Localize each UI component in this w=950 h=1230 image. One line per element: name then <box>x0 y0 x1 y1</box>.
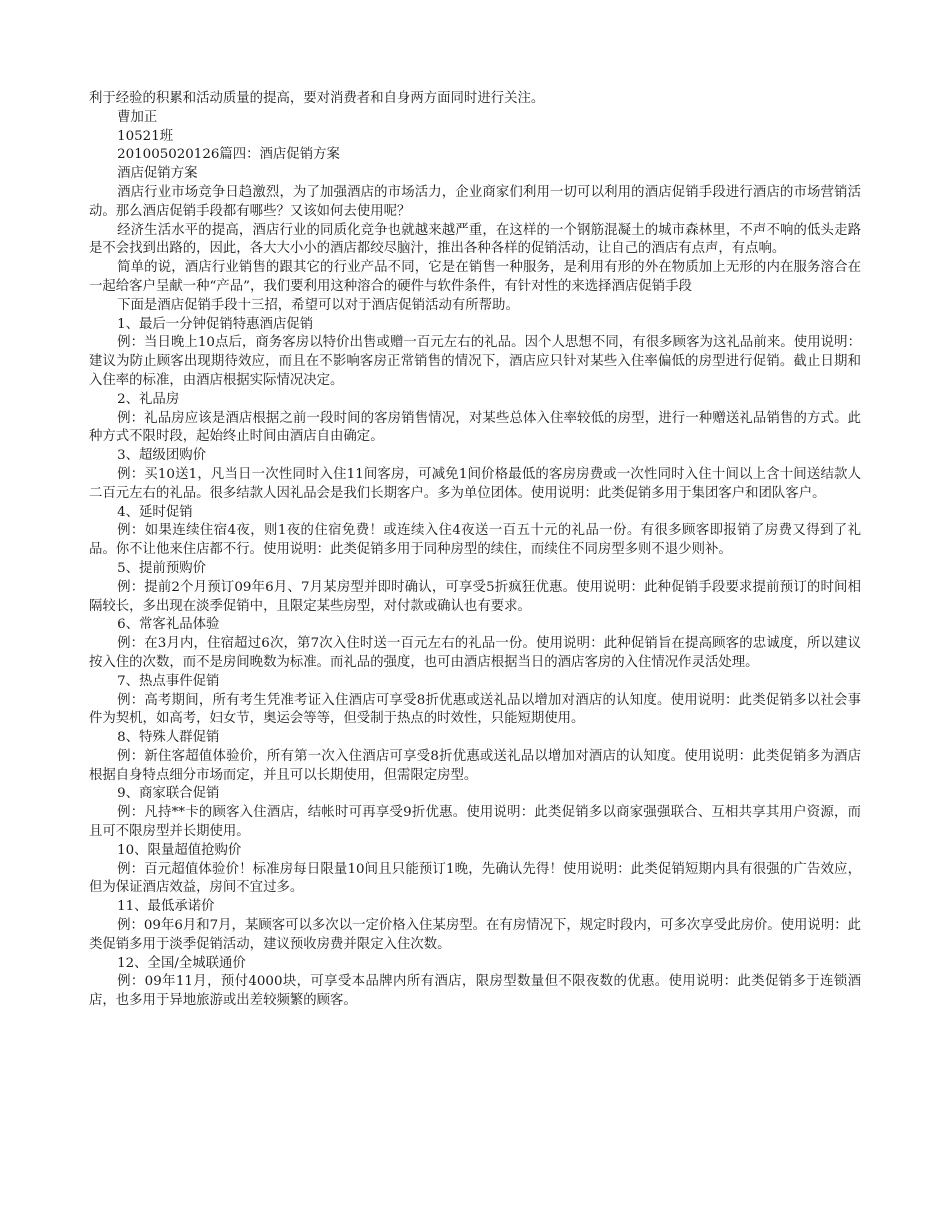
heading-9: 9、商家联合促销 <box>117 786 220 802</box>
class-number: 10521班 <box>117 128 174 144</box>
body-2: 例：礼品房应该是酒店根据之前一段时间的客房销售情况，对某些总体入住率较低的房型，进行一种赠送礼品销售的方式。此种方式不限时段，起始终止时间由酒店自由确定。 <box>89 410 861 445</box>
body-7: 例：高考期间，所有考生凭准考证入住酒店可享受8折优惠或送礼品以增加对酒店的认知度。使用说明：此类促销多以社会事件为契机，如高考，妇女节，奥运会等等，但受制于热点的时效性，只能短期使用。 <box>89 692 861 727</box>
body-8: 例：新住客超值体验价，所有第一次入住酒店可享受8折优惠或送礼品以增加对酒店的认知度。使用说明：此类促销多为酒店根据自身特点细分市场而定，并且可以长期使用，但需限定房型。 <box>89 748 861 783</box>
heading-2: 2、礼品房 <box>117 391 180 407</box>
body-5: 例：提前2个月预订09年6月、7月某房型并即时确认，可享受5折疯狂优惠。使用说明：此种促销手段要求提前预订的时间相隔较长，多出现在淡季促销中，且限定某些房型，对付款或确认也有要求。 <box>89 579 861 614</box>
body-1: 例：当日晚上10点后，商务客房以特价出售或赠一百元左右的礼品。因个人思想不同，有很多顾客为这礼品前来。使用说明：建议为防止顾客出现期待效应，而且在不影响客房正常销售的情况下，酒店应只针对某些入住率偏低的房型进行促销。截止日期和入住率的标准，由酒店根据实际情况决定。 <box>89 335 861 388</box>
body-6: 例：在3月内，住宿超过6次，第7次入住时送一百元左右的礼品一份。使用说明：此种促销旨在提高顾客的忠诚度，所以建议按入住的次数，而不是房间晚数为标准。而礼品的强度，也可由酒店根据当日的酒店客房的入住情况作灵活处理。 <box>89 636 861 670</box>
document-title: 酒店促销方案 <box>117 166 198 182</box>
paragraph-intro-2: 经济生活水平的提高，酒店行业的同质化竞争也就越来越严重，在这样的一个钢筋混凝土的城市森林里，不声不响的低头走路是不会找到出路的，因此，各大大小小的酒店都绞尽脑汁，推出各种各样的促销活动，让自己的酒店有点声，有点响。 <box>89 222 861 257</box>
heading-8: 8、特殊人群促销 <box>117 730 220 746</box>
author-name: 曹加正 <box>117 109 158 125</box>
heading-11: 11、最低承诺价 <box>117 899 215 915</box>
body-3: 例：买10送1，凡当日一次性同时入住11间客房，可减免1间价格最低的客房房费或一次性同时入住十间以上含十间送结款人二百元左右的礼品。很多结款人因礼品会是我们长期客户。多为单位团体。使用说明：此类促销多用于集团客户和团队客户。 <box>89 466 861 501</box>
body-11: 例：09年6月和7月，某顾客可以多次以一定价格入住某房型。在有房情况下，规定时段内，可多次享受此房价。使用说明：此类促销多用于淡季促销活动，建议预收房费并限定入住次数。 <box>89 918 861 952</box>
heading-10: 10、限量超值抢购价 <box>117 842 242 858</box>
heading-6: 6、常客礼品体验 <box>117 617 220 633</box>
body-10: 例：百元超值体验价！标准房每日限量10间且只能预订1晚，先确认先得！使用说明：此类促销短期内具有很强的广告效应，但为保证酒店效益，房间不宜过多。 <box>89 861 861 896</box>
paragraph-intro-3: 简单的说，酒店行业销售的跟其它的行业产品不同，它是在销售一种服务，是利用有形的外在物质加上无形的内在服务溶合在一起给客户呈献一种“产品”，我们要利用这种溶合的硬件与软件条件，有针对性的来选择酒店促销手段 <box>89 260 861 294</box>
heading-7: 7、热点事件促销 <box>117 673 220 689</box>
heading-12: 12、全国/全城联通价 <box>117 955 246 971</box>
paragraph-1: 利于经验的积累和活动质量的提高，要对消费者和自身两方面同时进行关注。 <box>89 91 545 106</box>
heading-5: 5、提前预购价 <box>117 560 206 576</box>
body-9: 例：凡持**卡的顾客入住酒店，结帐时可再享受9折优惠。使用说明：此类促销多以商家强强联合、互相共享其用户资源，而且可不限房型并长期使用。 <box>89 805 861 840</box>
body-4: 例：如果连续住宿4夜，则1夜的住宿免费！或连续入住4夜送一百五十元的礼品一份。有很多顾客即报销了房费又得到了礼品。你不让他来住店都不行。使用说明：此类促销多用于同种房型的续住，而续住不同房型多则不退少则补。 <box>89 523 861 558</box>
body-12: 例：09年11月，预付4000块，可享受本品牌内所有酒店，限房型数量但不限夜数的优惠。使用说明：此类促销多于连锁酒店，也多用于异地旅游或出差较频繁的顾客。 <box>89 974 861 1009</box>
paragraph-intro-4: 下面是酒店促销手段十三招，希望可以对于酒店促销活动有所帮助。 <box>117 297 519 313</box>
paragraph-intro-1: 酒店行业市场竞争日趋激烈，为了加强酒店的市场活力，企业商家们利用一切可以利用的酒店促销手段进行酒店的市场营销活动。那么酒店促销手段都有哪些？又该如何去使用呢？ <box>89 184 861 219</box>
student-id-section-title: 201005020126篇四：酒店促销方案 <box>117 147 340 163</box>
heading-3: 3、超级团购价 <box>117 448 206 464</box>
document-page <box>89 90 861 1011</box>
heading-1: 1、最后一分钟促销特惠酒店促销 <box>117 316 314 332</box>
heading-4: 4、延时促销 <box>117 504 193 520</box>
